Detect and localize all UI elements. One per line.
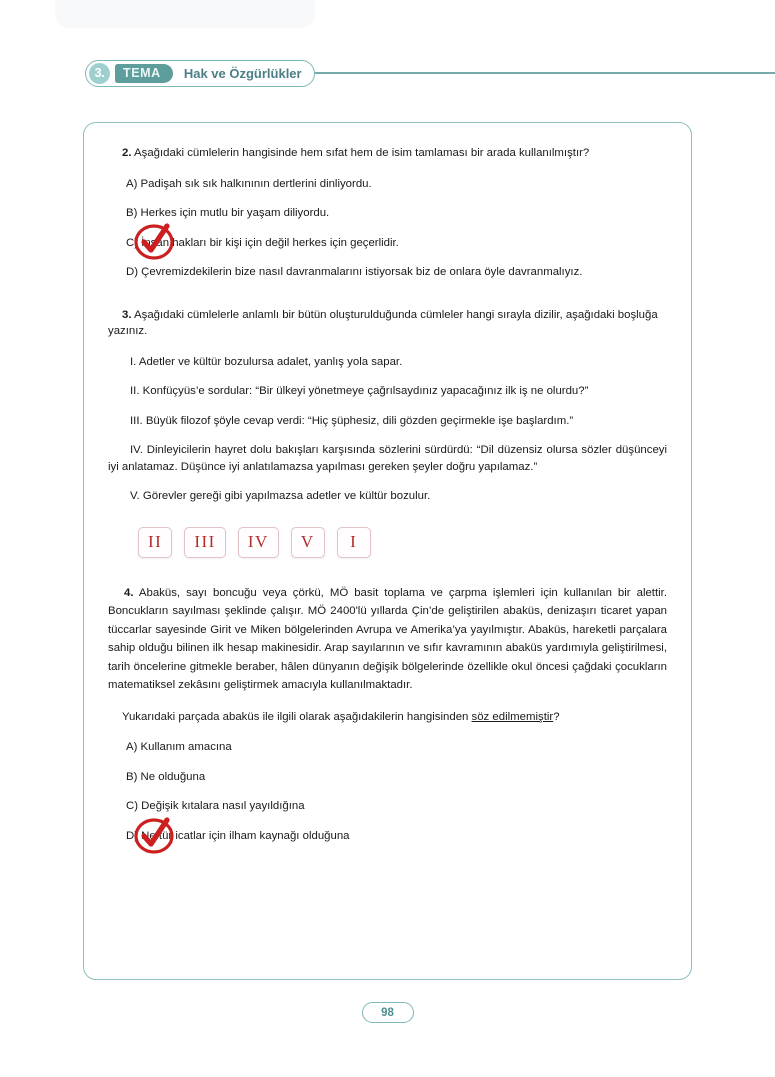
exercise-content-box: [83, 122, 692, 980]
answer-box-4[interactable]: V: [291, 527, 325, 558]
question-4-number: 4.: [124, 586, 134, 599]
question-4-option-d-text: D) Ne tür icatlar için ilham kaynağı olduğuna: [126, 829, 350, 842]
theme-header: [85, 58, 775, 88]
question-4-option-a[interactable]: A) Kullanım amacına: [126, 741, 232, 754]
question-4-passage: [108, 584, 667, 695]
question-4-passage-text: Abaküs, sayı boncuğu veya çörkü, MÖ basit toplama ve çarpma işlemleri için kullanılan bir alettir. Boncukların sayılması şeklinde çalışır. MÖ 2400'lü yıllarda Çin’de geliştirilen abaküs, denizaşırı ticaret yapan tüccarlar sayesinde Girit ve Miken bölgelerinden Avrupa ve Amerika’ya yayılmıştır. Abaküs, hareketli parçalara sahip olduğu bilinen ilk hesap makinesidir. Arap sayılarının ve sıfır kavramının abaküs yardımıyla geliştirilmesi, tarih öncelerine gitmekle beraber, hâlen dünyanın değişik bölgelerinde özellikle okul öncesi çağdaki çocukların matematiksel zekâsını geliştirmek amacıyla kullanılmaktadır.: [108, 586, 667, 692]
answer-box-1[interactable]: II: [138, 527, 172, 558]
question-3-item-iv: IV. Dinleyicilerin hayret dolu bakışları karşısında sözlerini sürdürdü: “Dil düzensiz olursa sözler düşünceyi iyi anlatamaz. Düşünce iyi anlatılamazsa yapılması gereken şeyler doğru yapılamaz.”: [108, 444, 667, 473]
question-2-option-a[interactable]: A) Padişah sık sık halkınının dertlerini dinliyordu.: [126, 177, 372, 190]
question-2-option-c-text: C) İnsan hakları bir kişi için değil herkes için geçerlidir.: [126, 236, 399, 249]
top-decorative-band: [55, 0, 315, 28]
answer-box-5[interactable]: I: [337, 527, 371, 558]
question-3-item-v: V. Görevler gereği gibi yapılmazsa adetler ve kültür bozulur.: [130, 490, 431, 503]
theme-number: 3.: [89, 63, 110, 84]
question-2: [108, 145, 667, 281]
question-4-stem-underlined: söz edilmemiştir: [471, 710, 554, 723]
question-4-stem: [108, 709, 667, 726]
theme-title: Hak ve Özgürlükler: [183, 65, 302, 81]
question-4-stem-suffix: ?: [553, 710, 560, 723]
question-2-number: 2.: [122, 147, 132, 159]
question-4-option-d[interactable]: [126, 828, 667, 845]
page-number: 98: [362, 1002, 414, 1023]
question-3-number: 3.: [122, 308, 132, 321]
question-3-stem-text: Aşağıdaki cümlelerle anlamlı bir bütün oluşturulduğunda cümleler hangi sırayla dizilir, aşağıdaki boşluğa yazınız.: [108, 308, 658, 338]
spacer-q3-q4: [108, 558, 667, 584]
header-rule: [313, 72, 775, 74]
question-3-answer-boxes: [138, 527, 667, 558]
question-3-item-ii: II. Konfüçyüs’e sordular: “Bir ülkeyi yönetmeye çağrılsaydınız yapacağınız ilk iş ne olurdu?”: [130, 385, 589, 398]
question-2-option-d[interactable]: D) Çevremizdekilerin bize nasıl davranmalarını istiyorsak biz de onlara öyle davranmalıyız.: [126, 266, 583, 279]
question-2-option-c[interactable]: [126, 235, 667, 252]
question-2-stem: [108, 145, 667, 162]
question-4: [108, 584, 667, 844]
question-2-option-b[interactable]: B) Herkes için mutlu bir yaşam diliyordu.: [126, 207, 330, 220]
theme-word: TEMA: [115, 64, 173, 83]
spacer-passage-stem: [108, 695, 667, 709]
question-4-stem-prefix: Yukarıdaki parçada abaküs ile ilgili olarak aşağıdakilerin hangisinden: [122, 710, 472, 723]
question-4-option-c[interactable]: C) Değişik kıtalara nasıl yayıldığına: [126, 800, 305, 813]
answer-box-2[interactable]: III: [184, 527, 225, 558]
question-3-stem: [108, 307, 667, 340]
answer-box-3[interactable]: IV: [238, 527, 279, 558]
theme-chip: [85, 60, 315, 87]
question-3: [108, 307, 667, 558]
question-4-option-b[interactable]: B) Ne olduğuna: [126, 770, 206, 783]
spacer-q2-q3: [108, 281, 667, 307]
question-3-item-i: I. Adetler ve kültür bozulursa adalet, yanlış yola sapar.: [130, 355, 403, 368]
question-3-item-iii: III. Büyük filozof şöyle cevap verdi: “Hiç şüphesiz, dili gözden geçirmekle işe başlardım.”: [130, 414, 574, 427]
question-2-stem-text: Aşağıdaki cümlelerin hangisinde hem sıfat hem de isim tamlaması bir arada kullanılmıştır?: [134, 147, 590, 159]
